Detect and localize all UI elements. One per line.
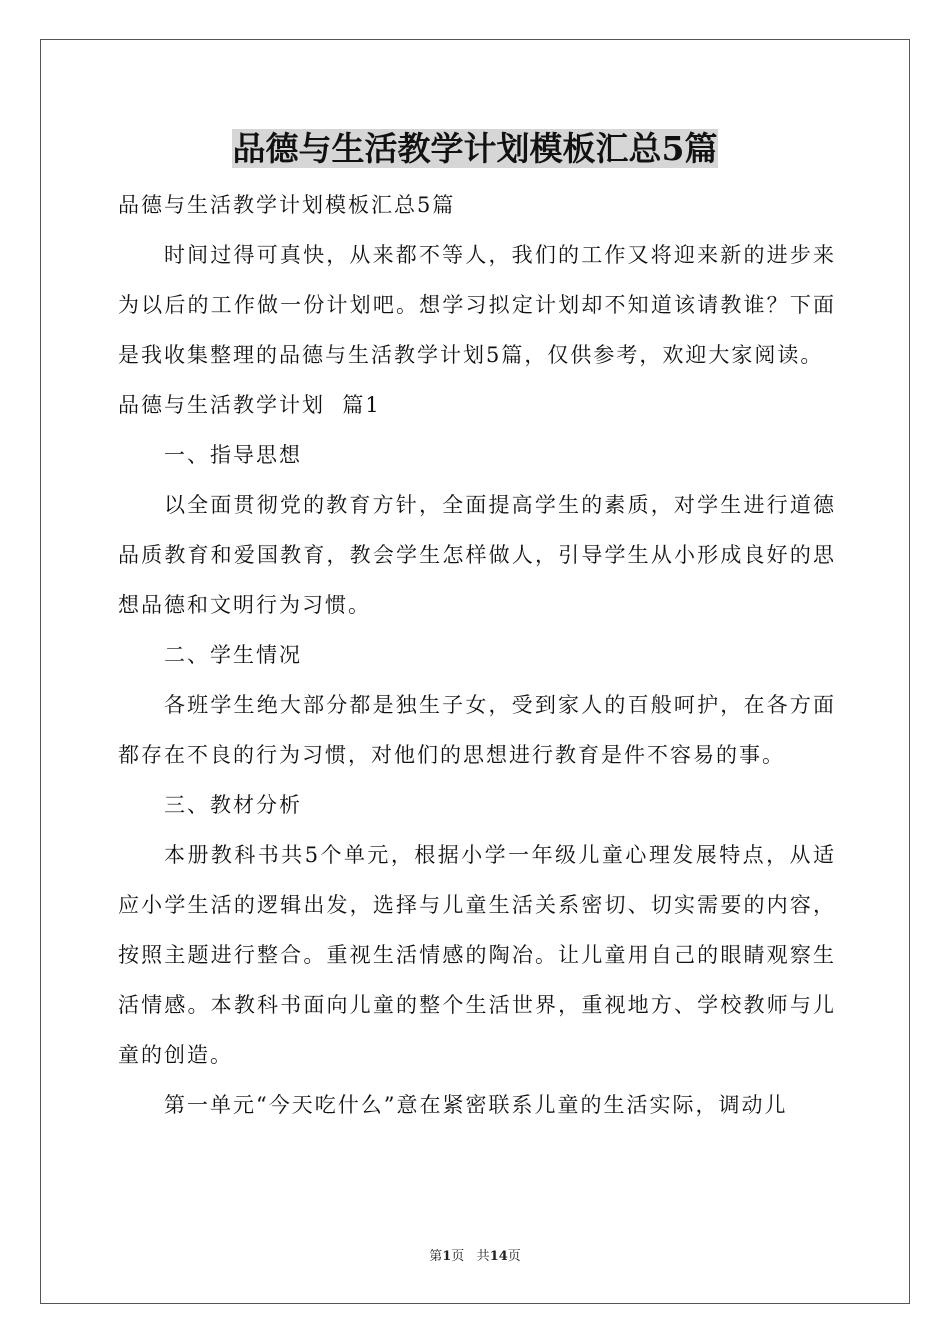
paragraph-unit-one: 第一单元“今天吃什么”意在紧密联系儿童的生活实际，调动儿 — [164, 1093, 788, 1117]
document-body — [118, 180, 836, 1130]
footer-total-suffix: 页 — [507, 1249, 521, 1264]
document-title-text: 品德与生活教学计划模板汇总5篇 — [232, 129, 718, 168]
footer-page-suffix: 页 — [451, 1249, 465, 1264]
footer-total-prefix: 共 — [476, 1249, 490, 1264]
footer-prefix: 第 — [429, 1249, 443, 1264]
section-heading-plan-1: 品德与生活教学计划 篇1 — [118, 393, 381, 417]
footer-total-pages: 14 — [489, 1249, 508, 1264]
paragraph-guiding-ideology: 以全面贯彻党的教育方针，全面提高学生的素质，对学生进行道德品质教育和爱国教育，教会学生怎样做人，引导学生从小形成良好的思想品德和文明行为习惯。 — [118, 493, 836, 617]
intro-paragraph: 时间过得可真快，从来都不等人，我们的工作又将迎来新的进步来为以后的工作做一份计划吧。想学习拟定计划却不知道该请教谁？下面是我收集整理的品德与生活教学计划5篇，仅供参考，欢迎大家阅读。 — [118, 243, 836, 367]
subtitle-line: 品德与生活教学计划模板汇总5篇 — [118, 193, 456, 217]
footer-page-number: 1 — [442, 1249, 452, 1264]
paragraph-textbook-analysis: 本册教科书共5个单元，根据小学一年级儿童心理发展特点，从适应小学生活的逻辑出发，选择与儿童生活关系密切、切实需要的内容，按照主题进行整合。重视生活情感的陶冶。让儿童用自己的眼睛观察生活情感。本教科书面向儿童的整个生活世界，重视地方、学校教师与儿童的创造。 — [118, 843, 836, 1067]
heading-guiding-ideology: 一、指导思想 — [164, 443, 302, 467]
page-footer — [0, 1247, 950, 1267]
heading-textbook-analysis: 三、教材分析 — [164, 793, 302, 817]
document-title — [0, 126, 950, 172]
paragraph-student-situation: 各班学生绝大部分都是独生子女，受到家人的百般呵护，在各方面都存在不良的行为习惯，对他们的思想进行教育是件不容易的事。 — [118, 693, 836, 767]
heading-student-situation: 二、学生情况 — [164, 643, 302, 667]
